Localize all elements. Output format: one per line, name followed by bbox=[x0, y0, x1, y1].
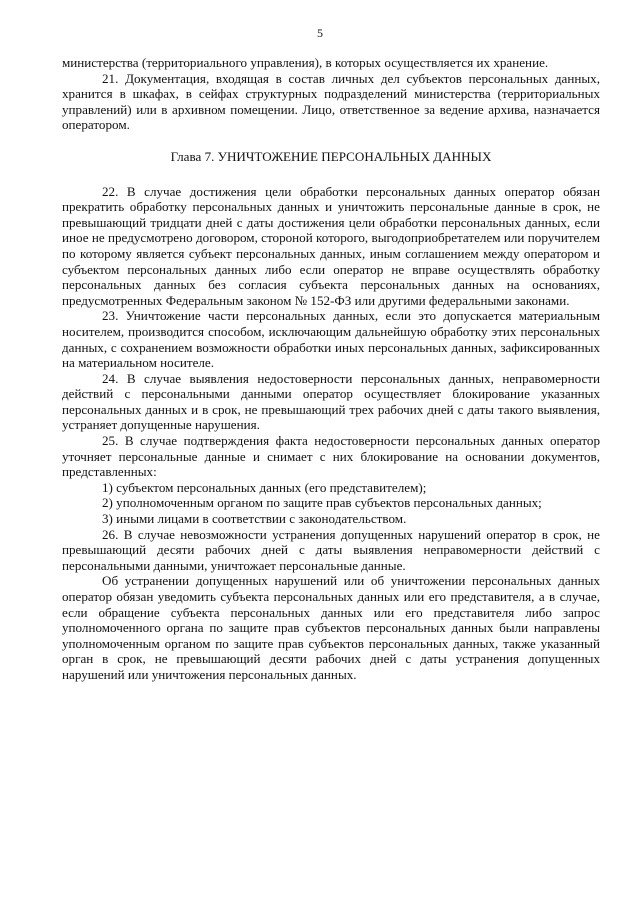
list-item-3: 3) иными лицами в соответствии с законодательством. bbox=[102, 511, 407, 527]
paragraph-notification: Об устранении допущенных нарушений или об уничтожении персональных данных оператор обязан уведомить субъекта персональных данных или его представителя, а в случае, если обращение субъекта персональных данных или его представителя либо запрос уполномоченного органа по защите прав субъектов персональных данных были направлены уполномоченным органом по защите прав субъектов персональных данных, также указанный орган в срок, не превышающий десяти рабочих дней с даты устранения допущенных нарушений или уничтожения персональных данных. bbox=[62, 573, 600, 682]
chapter-heading: Глава 7. УНИЧТОЖЕНИЕ ПЕРСОНАЛЬНЫХ ДАННЫХ bbox=[170, 148, 492, 164]
paragraph-continuation: министерства (территориального управления), в которых осуществляется их хранение. bbox=[62, 55, 549, 70]
paragraph-22: 22. В случае достижения цели обработки персональных данных оператор обязан прекратить обработку персональных данных и уничтожить персональные данные в срок, не превышающий тридцати дней с даты достижения цели обработки персональных данных, если иное не предусмотрено договором, стороной которого, выгодоприобретателем или поручителем по которому является субъект персональных данных, иным соглашением между оператором и субъектом персональных данных либо если оператор не вправе осуществлять обработку персональных данных без согласия субъекта персональных данных на основаниях, предусмотренных Федеральным законом № 152-ФЗ или другими федеральными законами. bbox=[62, 183, 600, 308]
paragraph-21: 21. Документация, входящая в состав личных дел субъектов персональных данных, хранится в шкафах, в сейфах структурных подразделений министерства (территориальных управлений) или в архивном помещении. Лицо, ответственное за ведение архива, назначается оператором. bbox=[62, 70, 600, 133]
paragraph-24: 24. В случае выявления недостоверности персональных данных, неправомерности действий с персональными данными оператор осуществляет блокирование указанных персональных данных и в срок, не превышающий трех рабочих дней с даты такого выявления, устраняет допущенные нарушения. bbox=[62, 370, 600, 433]
document-body bbox=[62, 55, 600, 683]
paragraph-23: 23. Уничтожение части персональных данных, если это допускается материальным носителем, производится способом, исключающим дальнейшую обработку этих персональных данных, с сохранением возможности обработки иных персональных данных, зафиксированных на материальном носителе. bbox=[62, 308, 600, 371]
list-item-1: 1) субъектом персональных данных (его представителем); bbox=[102, 479, 427, 495]
paragraph-26: 26. В случае невозможности устранения допущенных нарушений оператор в срок, не превышающий десяти рабочих дней с даты выявления неправомерности действий с персональными данными, уничтожает персональные данные. bbox=[62, 526, 600, 573]
paragraph-25: 25. В случае подтверждения факта недостоверности персональных данных оператор уточняет персональные данные и снимает с них блокирование на основании документов, представленных: bbox=[62, 433, 600, 480]
list-item-2: 2) уполномоченным органом по защите прав субъектов персональных данных; bbox=[102, 495, 542, 511]
page-number: 5 bbox=[317, 26, 323, 40]
